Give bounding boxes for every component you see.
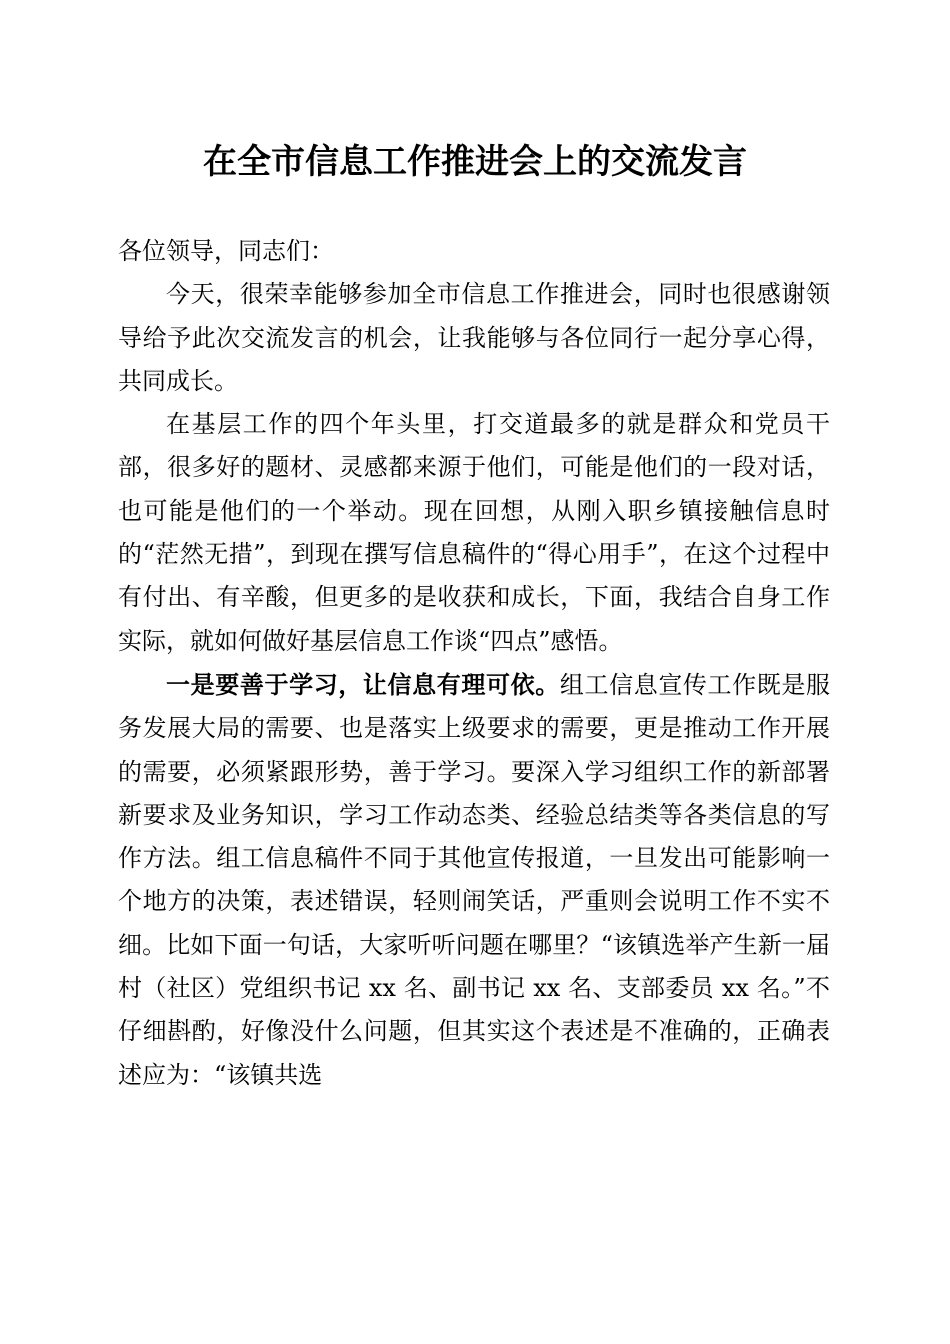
paragraph-point-one: [118, 663, 830, 1097]
paragraph-background: [118, 403, 830, 663]
document-body: [118, 230, 830, 1097]
salutation: 各位领导，同志们：: [118, 237, 334, 265]
paragraph-text: 在基层工作的四个年头里，打交道最多的就是群众和党员干部，很多好的题材、灵感都来源于他们，可能是他们的一段对话，也可能是他们的一个举动。现在回想，从刚入职乡镇接触信息时的“茫然无措”，到现在撰写信息稿件的“得心用手”，在这个过程中有付出、有辛酸，但更多的是收获和成长，下面，我结合自身工作实际，就如何做好基层信息工作谈“四点”感悟。: [118, 410, 830, 655]
document-title: 在全市信息工作推进会上的交流发言: [203, 142, 747, 182]
paragraph-intro: [118, 273, 830, 403]
paragraph-text: 组工信息宣传工作既是服务发展大局的需要、也是落实上级要求的需要，更是推动工作开展的需要，必须紧跟形势，善于学习。要深入学习组织工作的新部署新要求及业务知识，学习工作动态类、经验总结类等各类信息的写作方法。组工信息稿件不同于其他宣传报道，一旦发出可能影响一个地方的决策，表述错误，轻则闹笑话，严重则会说明工作不实不细。比如下面一句话，大家听听问题在哪里？“该镇选举产生新一届村（社区）党组织书记 xx 名、副书记 xx 名、支部委员 xx 名。”不仔细斟酌，好像没什么问题，但其实这个表述是不准确的，正确表述应为：“该镇共选: [118, 670, 831, 1089]
paragraph-text: 今天，很荣幸能够参加全市信息工作推进会，同时也很感谢领导给予此次交流发言的机会，让我能够与各位同行一起分享心得，共同成长。: [118, 280, 830, 395]
paragraph-lead-heading: 一是要善于学习，让信息有理可依。: [166, 669, 560, 699]
